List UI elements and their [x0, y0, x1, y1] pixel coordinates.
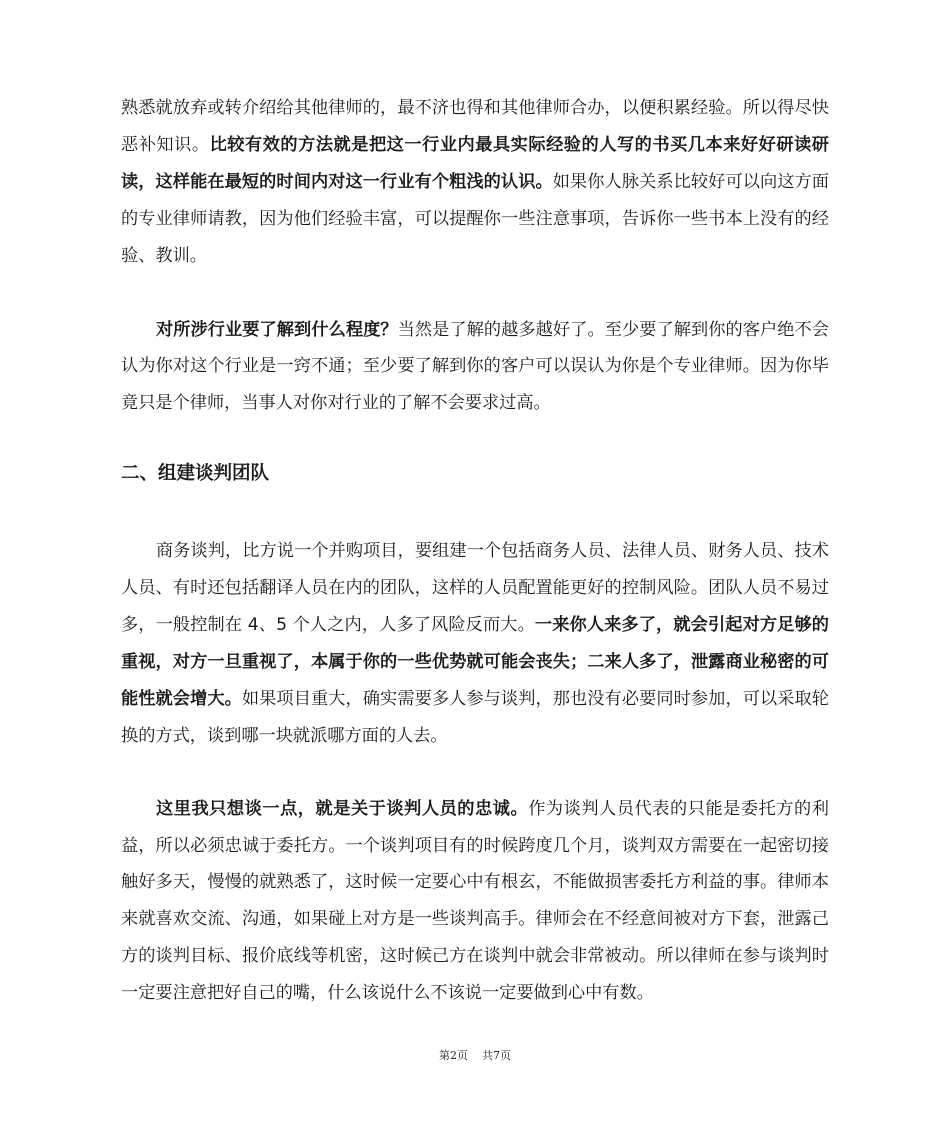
- paragraph-text: 作为谈判人员代表的只能是委托方的利益，所以必须忠诚于委托方。一个谈判项目有的时候跨度几个月，谈判双方需要在一起密切接触好多天，慢慢的就熟悉了，这时候一定要心中有根玄，不能做损害委托方利益的事。律师本来就喜欢交流、沟通，如果碰上对方是一些谈判高手。律师会在不经意间被对方下套，泄露己方的谈判目标、报价底线等机密，这时候己方在谈判中就会非常被动。所以律师在参与谈判时一定要注意把好自己的嘴，什么该说什么不该说一定要做到心中有数。: [121, 798, 829, 1004]
- paragraph-text: 熟悉就放弃或转介绍给其他律师的，最不济也得和其他律师合办，以便积累经验。所以得尽快恶补知识。: [121, 98, 829, 155]
- paragraph-team: [121, 533, 829, 754]
- paragraph-text: 如果你人脉关系比较好可以向这方面的专业律师请教，因为他们经验丰富，可以提醒你一些注意事项，告诉你一些书本上没有的经验、教训。: [121, 171, 829, 266]
- paragraph-text: 如果项目重大，确实需要多人参与谈判，那也没有必要同时参加，可以采取轮换的方式，谈到哪一块就派哪方面的人去。: [121, 688, 829, 746]
- page-total: 共7页: [482, 1049, 511, 1062]
- paragraph-bold-text: 对所涉行业要了解到什么程度？: [156, 319, 398, 340]
- paragraph-industry-depth: [121, 312, 829, 423]
- paragraph-text: 商务谈判，比方说一个并购项目，要组建一个包括商务人员、法律人员、财务人员、技术人员、有时还包括翻译人员在内的团队，这样的人员配置能更好的控制风险。团队人员不易过多，一般控制在 4、5 个人之内，人多了风险反而大。: [121, 541, 829, 635]
- paragraph-bold-text: 这里我只想谈一点，就是关于谈判人员的忠诚。: [156, 798, 529, 819]
- section-heading: 二、组建谈判团队: [121, 463, 270, 485]
- paragraph-text: 当然是了解的越多越好了。至少要了解到你的客户绝不会认为你对这个行业是一窍不通；至少要了解到你的客户可以误认为你是个专业律师。因为你毕竟只是个律师，当事人对你对行业的了解不会要求过高。: [121, 319, 829, 414]
- paragraph-knowledge: [121, 90, 829, 275]
- paragraph-bold-text: 比较有效的方法就是把这一行业内最具实际经验的人写的书买几本来好好研读研读，这样能在最短的时间内对这一行业有个粗浅的认识。: [121, 134, 829, 192]
- paragraph-loyalty: [121, 791, 829, 1012]
- page-number: 第2页: [439, 1049, 468, 1062]
- page-footer: [0, 1047, 950, 1063]
- document-page: [121, 90, 829, 1012]
- paragraph-bold-text: 一来你人来多了，就会引起对方足够的重视，对方一旦重视了，本属于你的一些优势就可能会丧失；二来人多了，泄露商业秘密的可能性就会增大。: [121, 614, 829, 709]
